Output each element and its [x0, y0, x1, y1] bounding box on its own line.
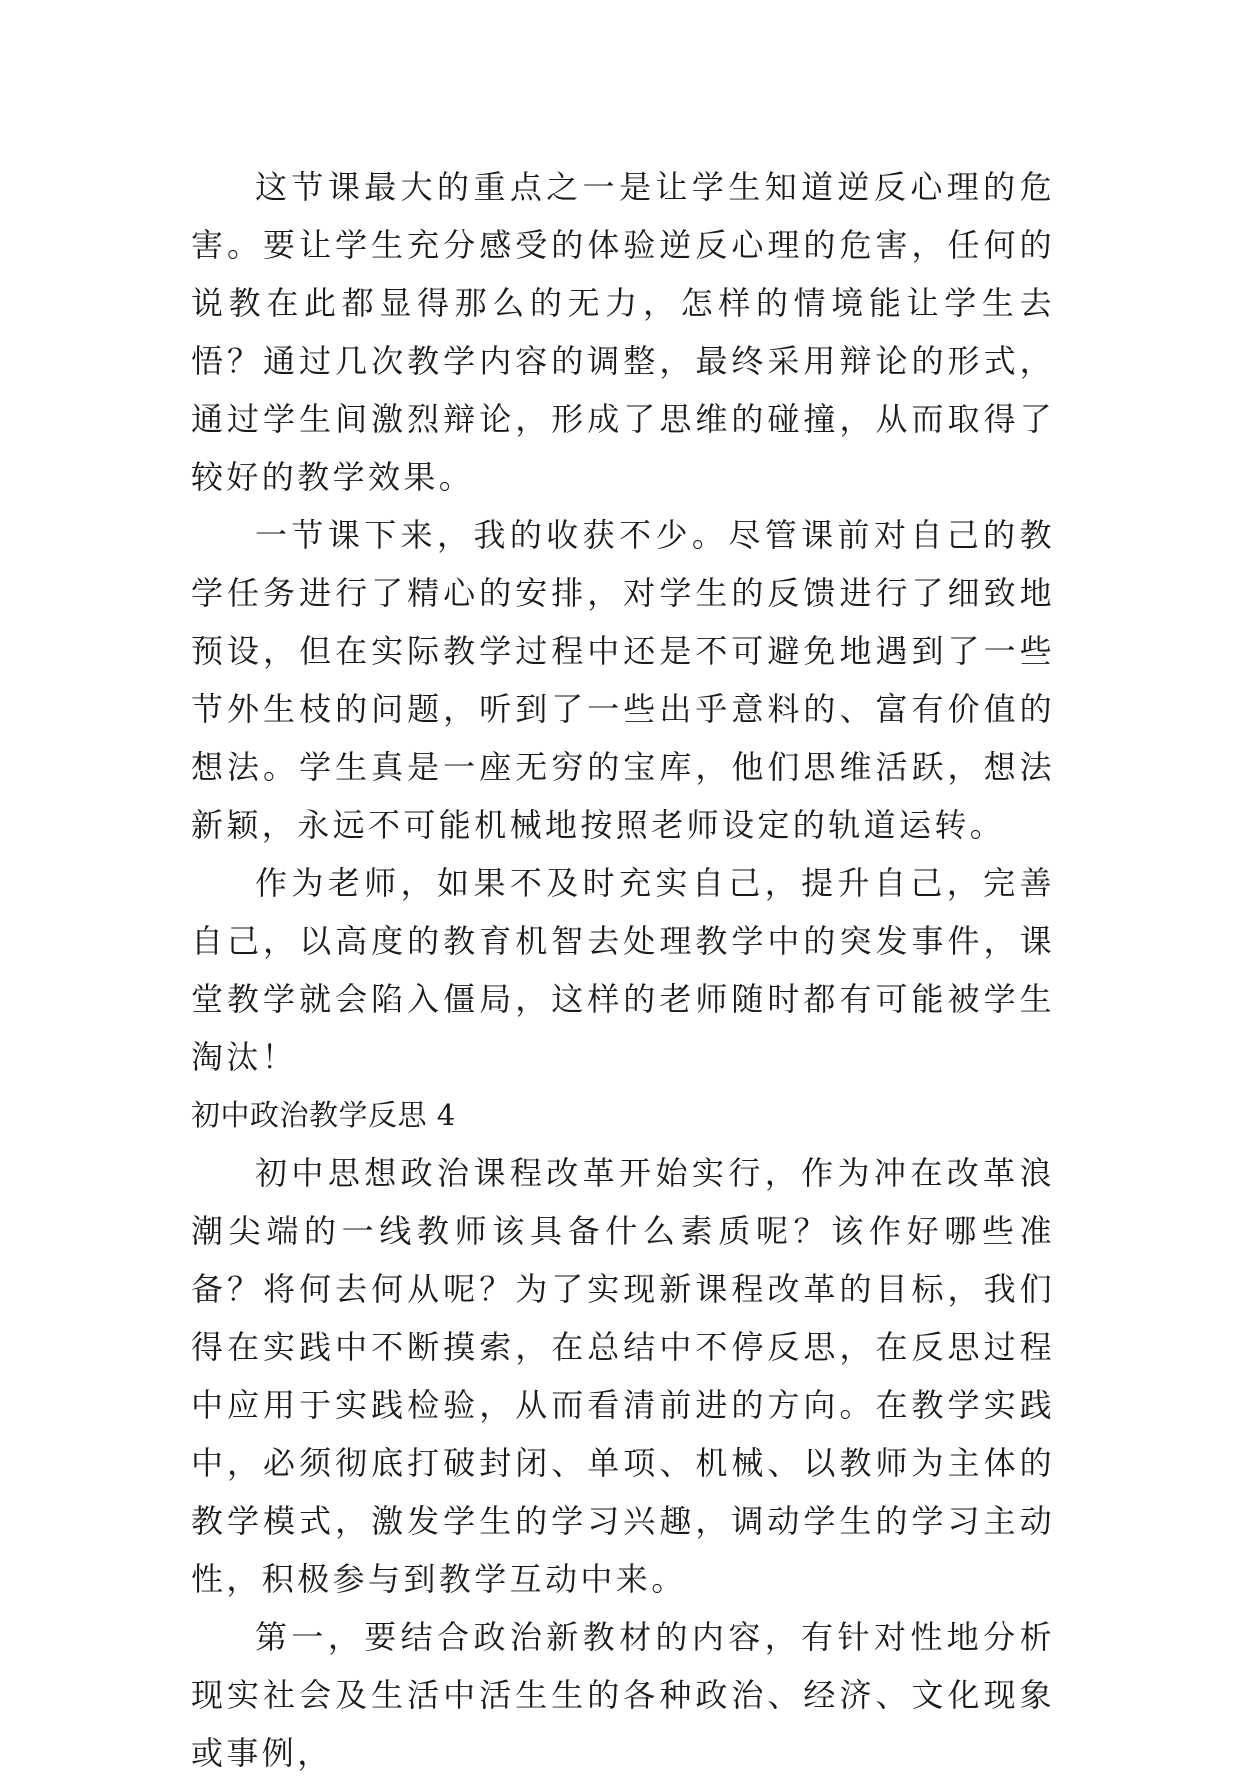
paragraph: 第一，要结合政治新教材的内容，有针对性地分析现实社会及生活中活生生的各种政治、经济、文化现象或事例， [191, 1618, 1055, 1772]
paragraph: 初中思想政治课程改革开始实行，作为冲在改革浪潮尖端的一线教师该具备什么素质呢？该作好哪些准备？将何去何从呢？为了实现新课程改革的目标，我们得在实践中不断摸索，在总结中不停反思，在反思过程中应用于实践检验，从而看清前进的方向。在教学实践中，必须彻底打破封闭、单项、机械、以教师为主体的教学模式，激发学生的学习兴趣，调动学生的学习主动性，积极参与到教学互动中来。 [191, 1154, 1055, 1598]
paragraph: 一节课下来，我的收获不少。尽管课前对自己的教学任务进行了精心的安排，对学生的反馈进行了细致地预设，但在实际教学过程中还是不可避免地遇到了一些节外生枝的问题，听到了一些出乎意料的、富有价值的想法。学生真是一座无穷的宝库，他们思维活跃，想法新颖，永远不可能机械地按照老师设定的轨道运转。 [191, 516, 1055, 844]
paragraph: 这节课最大的重点之一是让学生知道逆反心理的危害。要让学生充分感受的体验逆反心理的危害，任何的说教在此都显得那么的无力，怎样的情境能让学生去悟？通过几次教学内容的调整，最终采用辩论的形式，通过学生间激烈辩论，形成了思维的碰撞，从而取得了较好的教学效果。 [191, 168, 1055, 496]
paragraph: 作为老师，如果不及时充实自己，提升自己，完善自己，以高度的教育机智去处理教学中的突发事件，课堂教学就会陷入僵局，这样的老师随时都有可能被学生淘汰！ [191, 864, 1055, 1076]
section-heading: 初中政治教学反思 4 [191, 1098, 456, 1132]
document-body [191, 158, 1055, 1782]
